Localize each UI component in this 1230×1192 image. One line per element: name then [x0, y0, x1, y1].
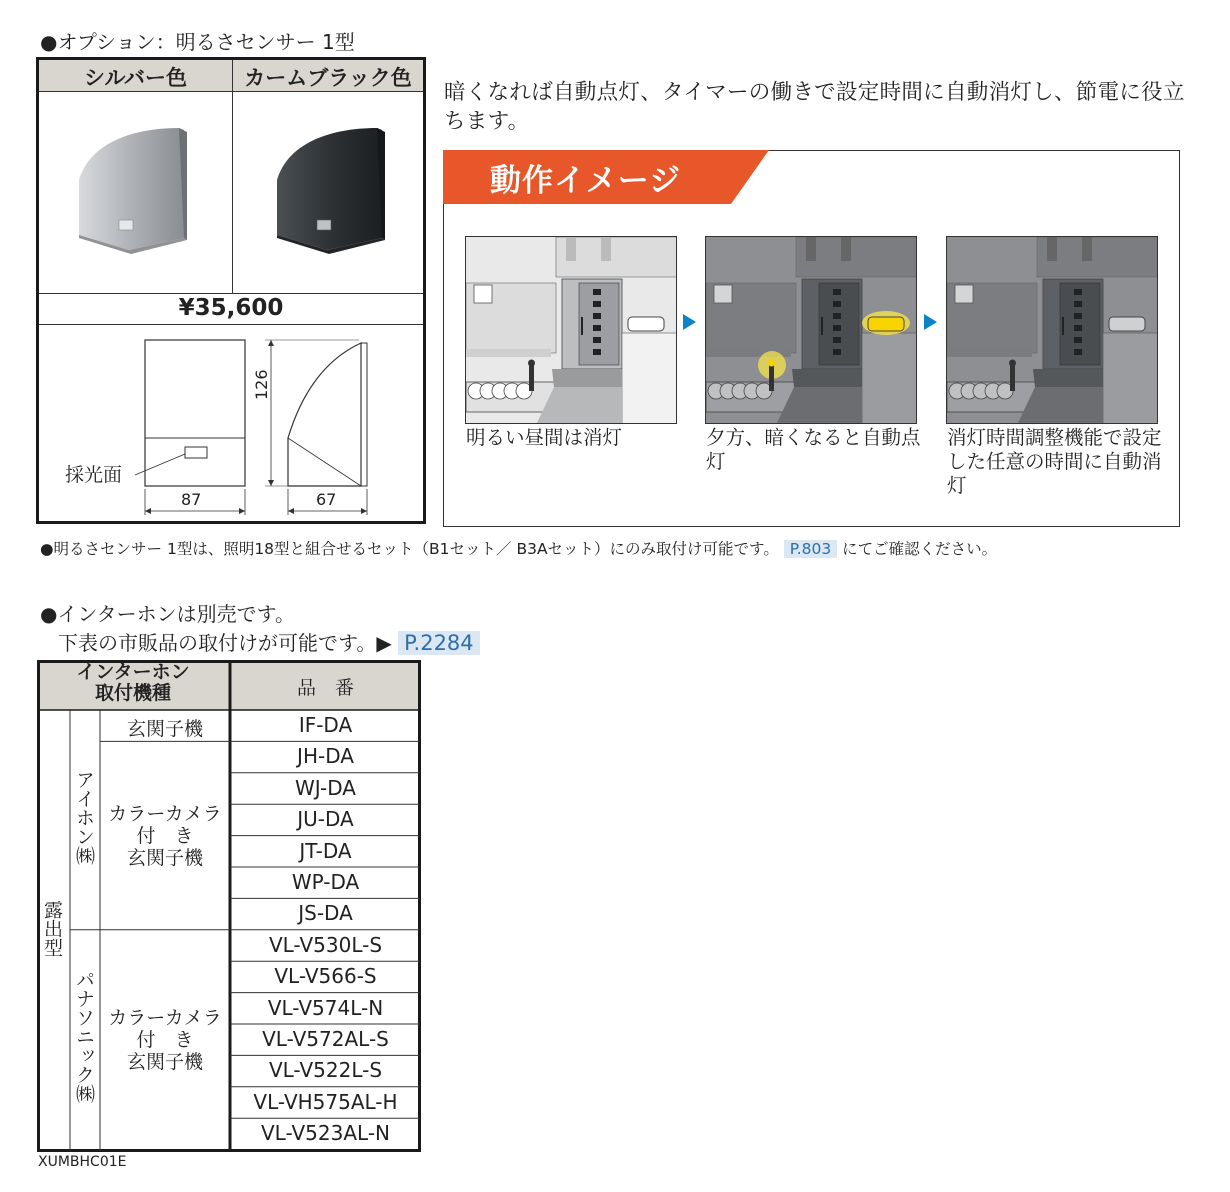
part-number-cell: VL-V572AL-S — [262, 1027, 389, 1051]
part-number-cell: JH-DA — [297, 744, 354, 769]
type-line: 玄関子機 — [126, 1051, 203, 1073]
type-line: 玄関子機 — [126, 847, 203, 869]
sensor-note-tail: にてご確認ください。 — [842, 540, 998, 558]
type-line: 付 き — [136, 1029, 194, 1051]
table-header-type — [37, 662, 229, 704]
type-color-camera-panasonic — [101, 1007, 229, 1073]
sensor-product-box — [36, 57, 426, 524]
page-ref-link[interactable]: P.803 — [784, 540, 837, 558]
maker-panasonic: パナソニック㈱ — [73, 970, 95, 1103]
maker-aiphone: アイホン㈱ — [73, 770, 95, 865]
footer-code: XUMBHC01E — [38, 1154, 127, 1170]
part-number-cell: VL-V523AL-N — [260, 1121, 391, 1146]
part-number-cell: VL-V522L-S — [268, 1058, 383, 1083]
operation-title: 動作イメージ — [490, 163, 682, 199]
price: ¥35,600 — [178, 295, 284, 321]
part-number-cell: VL-VH575AL-H — [253, 1089, 398, 1114]
scene-night-off — [946, 236, 1158, 424]
black-color-label: カームブラック色 — [244, 66, 412, 90]
dimension-height: 126 — [252, 369, 271, 400]
caption-evening: 夕方、暗くなると自動点灯 — [706, 426, 921, 473]
part-number-cell: VL-V574L-N — [267, 995, 384, 1020]
column-divider — [232, 60, 233, 293]
sensor-description: 暗くなれば自動点灯、タイマーの働きで設定時間に自動消灯し、節電に役立ちます。 — [444, 80, 1185, 134]
part-number-cell: WJ-DA — [295, 775, 356, 800]
table-header-type-line1: インターホン — [76, 661, 190, 683]
option-heading: ●オプション：明るさセンサー 1型 — [40, 30, 355, 54]
page-ref-link[interactable]: P.2284 — [398, 631, 480, 655]
type-line: 付 き — [136, 825, 194, 847]
dimension-width: 87 — [181, 490, 202, 509]
part-number-cell: JT-DA — [299, 838, 352, 863]
caption-daytime: 明るい昼間は消灯 — [466, 426, 623, 449]
type-entrance-unit: 玄関子機 — [126, 718, 203, 740]
sensor-note-text: ●明るさセンサー 1型は、照明18型と組合せるセット（B1セット／ B3Aセット）にのみ取付け可能です。 — [40, 540, 779, 558]
intercom-note: ●インターホンは別売です。 — [40, 602, 296, 626]
color-header-row — [39, 60, 423, 92]
silver-color-label: シルバー色 — [83, 66, 187, 90]
caption-night-off: 消灯時間調整機能で設定した任意の時間に自動消灯 — [947, 426, 1162, 497]
part-number-cell: VL-V566-S — [274, 964, 377, 989]
type-line: カラーカメラ — [108, 803, 222, 825]
arrow-icon — [683, 314, 696, 330]
dimension-drawing — [39, 325, 423, 521]
dimension-depth: 67 — [316, 490, 337, 509]
black-sensor-image — [267, 120, 407, 260]
arrow-icon — [924, 314, 937, 330]
part-number-cell: WP-DA — [291, 870, 360, 894]
sensor-note — [40, 537, 997, 559]
part-number-cell: VL-V530L-S — [268, 932, 383, 957]
type-line: カラーカメラ — [108, 1007, 222, 1029]
scene-evening — [705, 236, 917, 424]
light-face-label: 採光面 — [65, 464, 123, 486]
part-number-cell: JS-DA — [298, 901, 353, 926]
intercom-note-text: 下表の市販品の取付けが可能です。▶ — [58, 631, 392, 655]
part-number-cell: IF-DA — [298, 713, 353, 737]
table-header-type-line2: 取付機種 — [94, 682, 171, 704]
intercom-note-compatible — [58, 627, 480, 656]
scene-daytime — [465, 236, 677, 424]
silver-sensor-image — [69, 120, 209, 260]
type-color-camera-aiphone — [101, 803, 229, 869]
price-row — [39, 293, 423, 325]
mount-type-label: 露出型 — [41, 900, 63, 957]
table-header-part: 品 番 — [296, 677, 354, 699]
part-number-cell: JU-DA — [297, 807, 354, 832]
